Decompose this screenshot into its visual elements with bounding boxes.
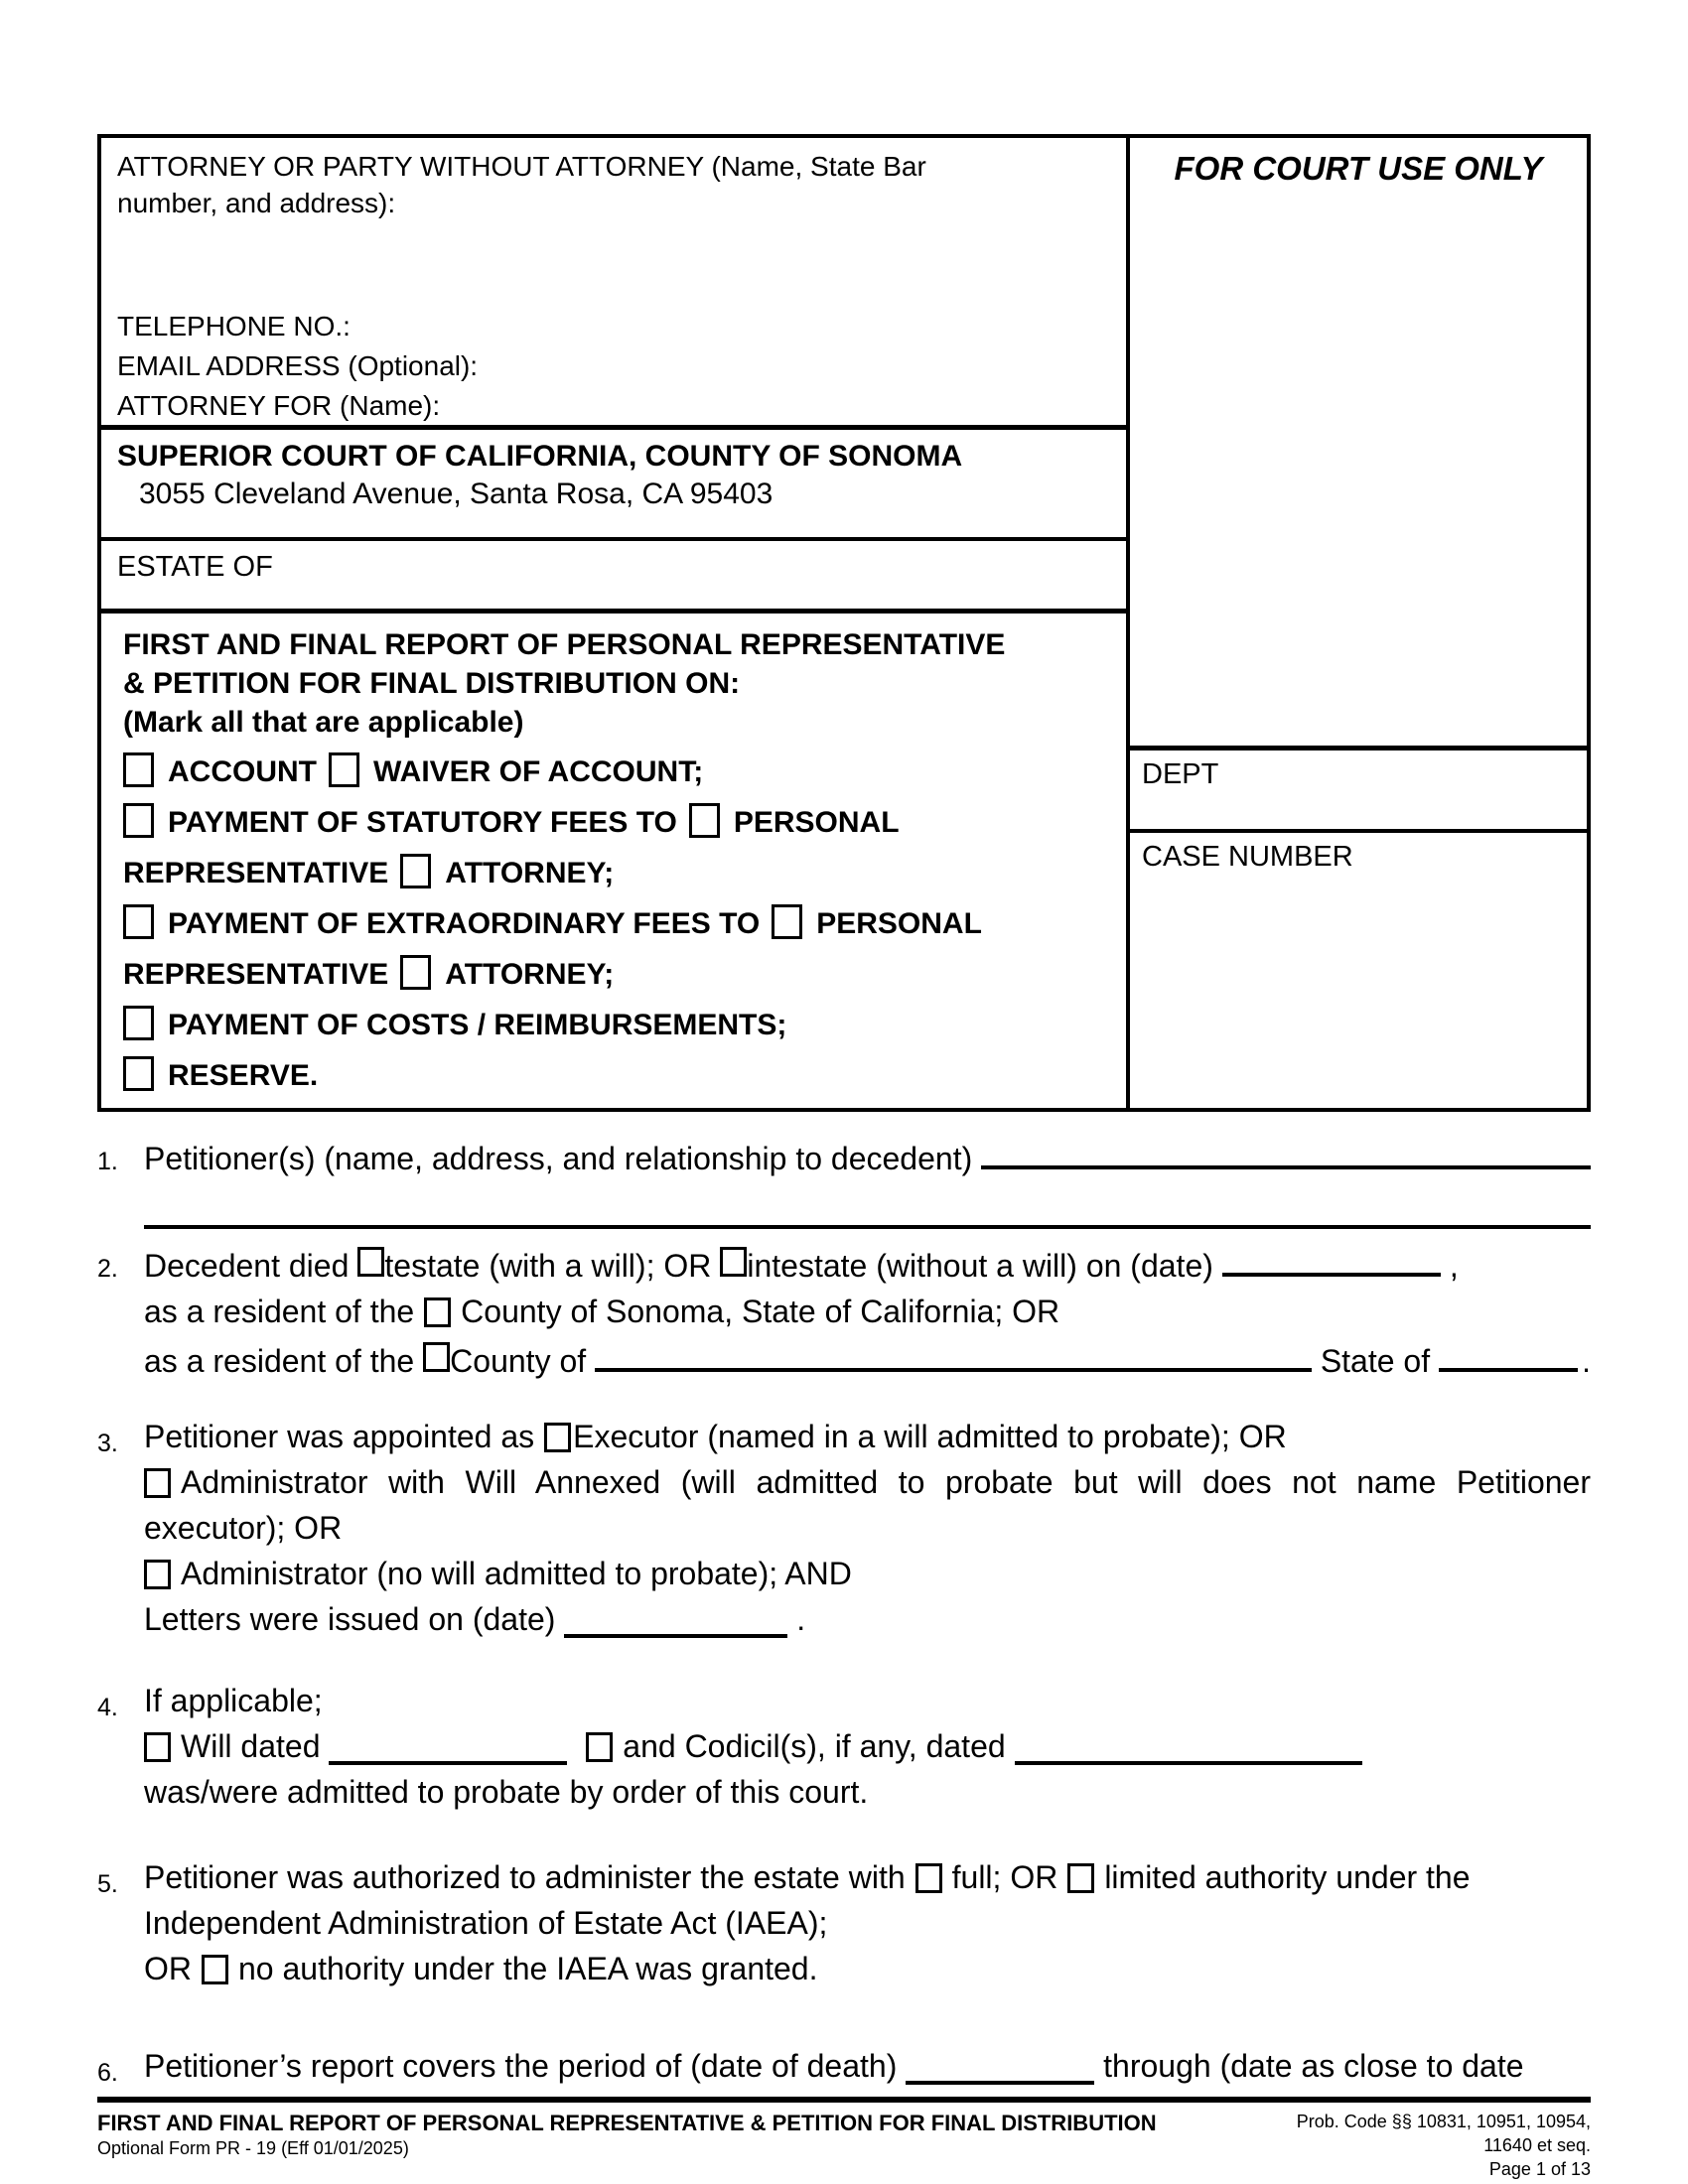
form-body [97,1132,1591,2096]
item-2-content [144,1239,1591,1384]
item-4-line1 [144,1678,1591,1723]
period-text: . [1582,1343,1591,1379]
no-authority-label: no authority under the IAEA was granted. [238,1951,818,1986]
representative-label: REPRESENTATIVE [123,857,389,889]
item-2-number: 2. [97,1255,118,1283]
item-2-line2 [144,1289,1591,1334]
item-2-line1 [144,1239,1591,1289]
checkbox-intestate[interactable] [720,1247,747,1277]
dept-label: DEPT [1142,758,1219,790]
item-4-content [144,1678,1591,1815]
item-4-line3 [144,1769,1591,1815]
administrator-label: Administrator (no will admitted to probate); AND [181,1556,852,1591]
item-1-number: 1. [97,1148,118,1175]
court-address: 3055 Cleveland Avenue, Santa Rosa, CA 95403 [139,478,774,510]
checkbox-payment-extraordinary-fees[interactable] [123,904,154,939]
item-3-content [144,1414,1591,1642]
through-label: through (date as close to date [1103,2048,1524,2084]
executor-label: Executor (named in a will admitted to probate); OR [573,1419,1287,1454]
for-court-use-label: FOR COURT USE ONLY [1174,150,1543,187]
item-1-line1 [144,1132,1591,1181]
resident-label: as a resident of the [144,1343,415,1379]
item-5-content [144,1854,1591,1991]
form-footer [97,2097,1591,2181]
waiver-label: WAIVER OF ACCOUNT; [373,755,704,788]
item-2 [97,1239,1591,1384]
checkbox-will-dated[interactable] [144,1732,171,1762]
appointed-label: Petitioner was appointed as [144,1419,535,1454]
estate-of-label: ESTATE OF [117,551,273,584]
full-label: full; OR [951,1859,1058,1895]
item-5-number: 5. [97,1870,118,1898]
blank-codicil-date[interactable] [1015,1727,1362,1765]
extraordinary-fees-label: PAYMENT OF EXTRAORDINARY FEES TO [168,907,761,940]
county-of-label: County of [450,1343,587,1379]
footer-prob-code-line2: 11640 et seq. [1483,2135,1591,2155]
option-line-statutory-fees-cont [123,854,1104,893]
attorney-option-label: ATTORNEY; [445,857,615,889]
checkbox-waiver-of-account[interactable] [329,752,359,787]
costs-label: PAYMENT OF COSTS / REIMBURSEMENTS; [168,1009,787,1041]
will-dated-label: Will dated [181,1728,321,1764]
checkbox-codicil[interactable] [586,1732,613,1762]
item-5-line2 [144,1900,1591,1946]
court-name: SUPERIOR COURT OF CALIFORNIA, COUNTY OF SONOMA [117,440,963,473]
blank-petitioner-info[interactable] [981,1132,1591,1169]
item-5 [97,1854,1591,1991]
blank-county-name[interactable] [595,1334,1312,1372]
checkbox-testate[interactable] [357,1247,384,1277]
item-3-line2 [144,1459,1591,1505]
representative-label: REPRESENTATIVE [123,958,389,991]
item-6-line1 [144,2043,1591,2089]
blank-report-start-date[interactable] [906,2047,1094,2085]
item-3-line1 [144,1414,1591,1459]
checkbox-extraordinary-to-attorney[interactable] [400,955,431,990]
if-applicable-label: If applicable; [144,1683,323,1718]
item-3-line5 [144,1596,1591,1642]
case-number-label: CASE NUMBER [1142,841,1353,873]
checkbox-executor[interactable] [544,1423,571,1452]
estate-of-box [101,541,1126,614]
form-title-line2: & PETITION FOR FINAL DISTRIBUTION ON: [123,667,741,700]
form-title-line3: (Mark all that are applicable) [123,706,524,739]
executor-cont-label: executor); OR [144,1510,343,1546]
codicil-label: and Codicil(s), if any, dated [623,1728,1006,1764]
admin-annexed-label: Administrator with Will Annexed (will admitted to probate but will does not name Petitioner [181,1464,1591,1500]
checkbox-resident-other-county[interactable] [423,1342,450,1372]
attorney-label-line1: ATTORNEY OR PARTY WITHOUT ATTORNEY (Name, State Bar [117,151,926,182]
comma-text: , [1449,1248,1459,1284]
iaea-label: Independent Administration of Estate Act (IAEA); [144,1905,828,1941]
email-label: EMAIL ADDRESS (Optional): [117,350,479,381]
resident-label: as a resident of the [144,1294,415,1329]
option-line-statutory-fees [123,803,1104,843]
item-5-line3 [144,1946,1591,1991]
report-covers-label: Petitioner’s report covers the period of (date of death) [144,2048,898,2084]
checkbox-admin-will-annexed[interactable] [144,1468,171,1498]
checkbox-resident-sonoma[interactable] [424,1297,451,1327]
checkbox-reserve[interactable] [123,1056,154,1091]
checkbox-statutory-to-attorney[interactable] [400,854,431,888]
attorney-label-line2: number, and address): [117,188,396,218]
item-4-number: 4. [97,1694,118,1721]
item-2-line3 [144,1334,1591,1384]
item-3-line3 [144,1505,1591,1551]
item-1-content [144,1132,1591,1231]
item-3-line4 [144,1551,1591,1596]
caption-left-column [101,138,1130,1108]
limited-label: limited authority under the [1104,1859,1471,1895]
item-3 [97,1414,1591,1642]
checkbox-limited-authority[interactable] [1067,1863,1094,1893]
letters-issued-label: Letters were issued on (date) [144,1601,556,1637]
option-line-extraordinary-fees [123,904,1104,944]
admitted-label: was/were admitted to probate by order of this court. [144,1774,869,1810]
caption-right-column [1130,138,1587,1108]
option-line-reserve [123,1056,1104,1096]
form-caption-box [97,134,1591,1112]
reserve-label: RESERVE. [168,1059,319,1092]
case-number-box [1130,833,1587,1108]
option-line-account [123,752,1104,792]
item-5-line1 [144,1854,1591,1900]
item-6 [97,2043,1591,2096]
checkbox-account[interactable] [123,752,154,787]
decedent-died-label: Decedent died [144,1248,350,1284]
blank-death-date[interactable] [1222,1239,1441,1277]
item-4-line2 [144,1723,1591,1769]
county-sonoma-label: County of Sonoma, State of California; OR [461,1294,1060,1329]
statutory-fees-label: PAYMENT OF STATUTORY FEES TO [168,806,677,839]
item-1 [97,1132,1591,1231]
court-info-box [101,430,1126,541]
item-4 [97,1678,1591,1815]
footer-page-number: Page 1 of 13 [1488,2159,1591,2179]
checkbox-full-authority[interactable] [915,1863,942,1893]
checkbox-statutory-to-personal-rep[interactable] [689,803,720,838]
form-title-box [101,614,1126,1108]
or-label: OR [144,1951,192,1986]
blank-letters-date[interactable] [564,1600,787,1638]
testate-label: testate (with a will); OR [384,1248,712,1284]
personal-label: PERSONAL [733,806,900,839]
intestate-label: intestate (without a will) on (date) [747,1248,1213,1284]
checkbox-payment-statutory-fees[interactable] [123,803,154,838]
footer-right [1297,2110,1591,2181]
blank-will-date[interactable] [329,1727,567,1765]
checkbox-no-authority[interactable] [202,1955,228,1984]
attorney-option-label: ATTORNEY; [445,958,615,991]
period-text: . [796,1601,806,1637]
for-court-use-box [1130,138,1587,751]
item-6-number: 6. [97,2059,118,2087]
attorney-label [117,148,1110,221]
checkbox-extraordinary-to-personal-rep[interactable] [772,904,802,939]
blank-state-name[interactable] [1439,1334,1578,1372]
option-line-extraordinary-fees-cont [123,955,1104,995]
state-of-label: State of [1320,1343,1431,1379]
footer-form-title: FIRST AND FINAL REPORT OF PERSONAL REPRESENTATIVE & PETITION FOR FINAL DISTRIBUTION [97,2111,1157,2135]
attorney-entry-area[interactable] [117,221,1110,307]
account-label: ACCOUNT [168,755,317,788]
checkbox-administrator[interactable] [144,1560,171,1589]
telephone-label: TELEPHONE NO.: [117,311,351,341]
footer-prob-code-line1: Prob. Code §§ 10831, 10951, 10954, [1296,2112,1591,2131]
petitioners-label: Petitioner(s) (name, address, and relationship to decedent) [144,1141,973,1176]
authorized-label: Petitioner was authorized to administer the estate with [144,1859,906,1895]
footer-form-id: Optional Form PR - 19 (Eff 01/01/2025) [97,2138,409,2158]
option-line-costs [123,1006,1104,1045]
personal-label: PERSONAL [816,907,982,940]
item-3-number: 3. [97,1430,118,1457]
item-6-content [144,2043,1591,2096]
blank-petitioner-info-2[interactable] [144,1181,1591,1229]
attorney-for-label: ATTORNEY FOR (Name): [117,390,441,421]
form-title-line1: FIRST AND FINAL REPORT OF PERSONAL REPRESENTATIVE [123,628,1006,661]
dept-box [1130,751,1587,833]
attorney-info-box [101,138,1126,430]
checkbox-payment-costs[interactable] [123,1006,154,1040]
footer-left [97,2110,1157,2181]
